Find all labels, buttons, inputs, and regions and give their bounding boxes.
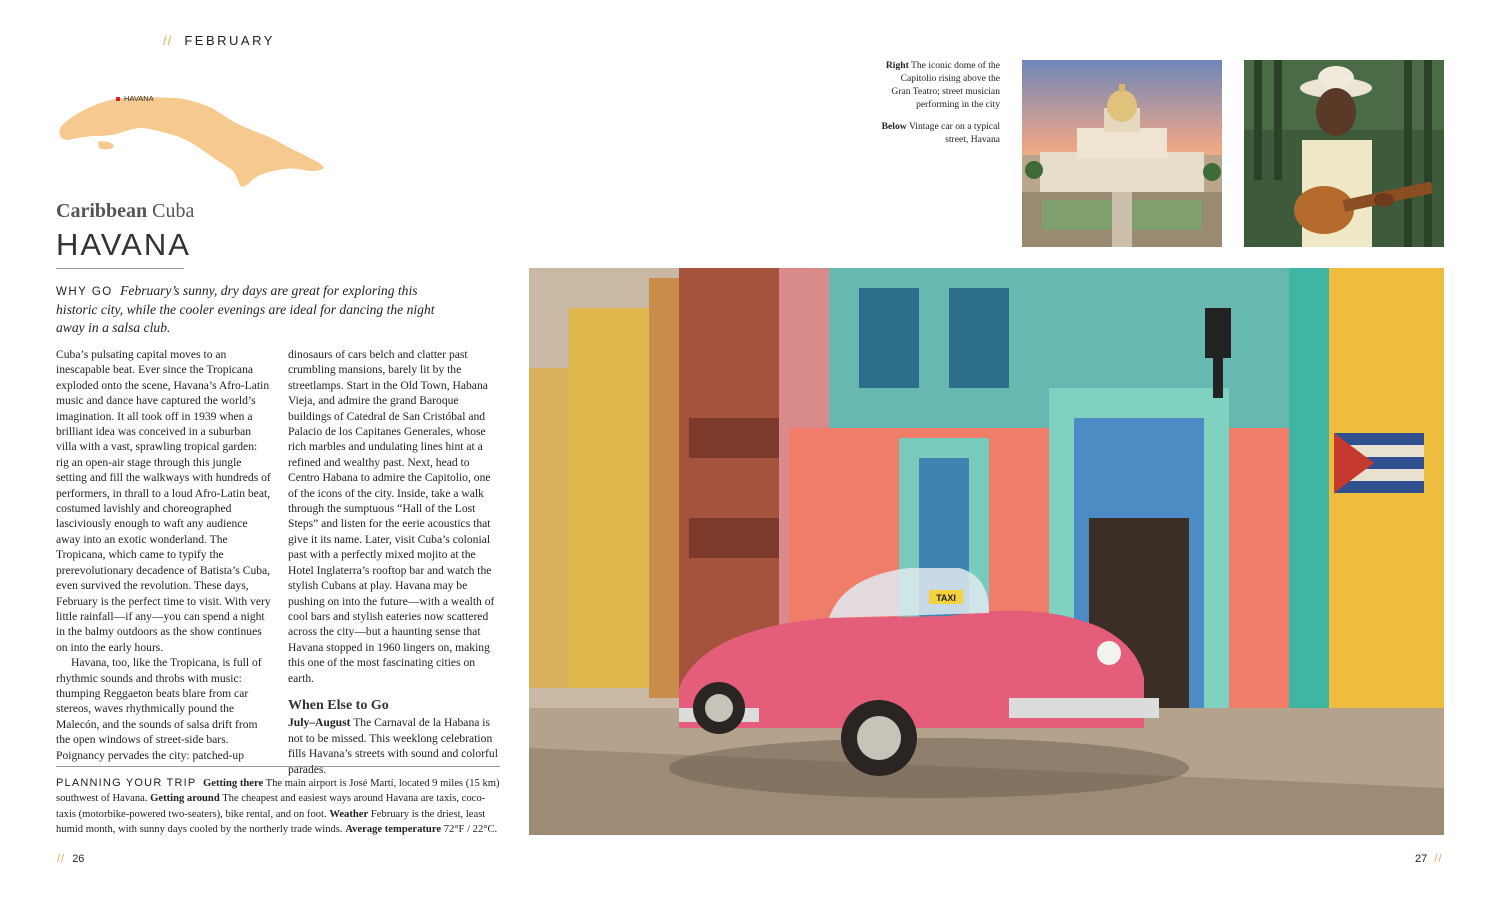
body-paragraph: Cuba’s pulsating capital moves to an inescapable beat. Ever since the Tropicana exploded onto the scene, Havana’s Afro-Latin music and dance have captured the world’s imagination. It all took off in 1939 when a brilliant idea was conceived in a suburban villa with a vast, sprawling tropical garden: rig an open-air stage through this jungle setting and fill the walkways with hundreds of performers, in thrall to a loud Afro-Latin beat, costumed lavishly and choreographed lasciviously enough to waft any audience away into an exotic wonderland. The Tropicana, which came to typify the prerevolutionary decadence of Batista’s Cuba, even survived the revolution. These days, February is the perfect time to visit. With very little rainfall—if any—you can spend a night in the balmy outdoors as the show continues on into the early hours. (56, 348, 271, 654)
map-city-label: HAVANA (124, 94, 154, 103)
when-else-heading: When Else to Go (288, 697, 389, 713)
body-paragraph: dinosaurs of cars belch and clatter past crumbling mansions, barely lit by the streetlamps. Start in the Old Town, Habana Vieja, and admire the grand Baroque buildings of Catedral de San Cristóbal and Palacio de los Capitanes Generales, whose rich marbles and undulating lines hint at a refined and wealthy past. Next, head to Centro Habana to admire the Capitolio, one of the icons of the city. Inside, take a walk through the sumptuous “Hall of the Lost Steps” and listen for the eerie acoustics that give it its name. Later, visit Cuba’s colonial past with a perfectly mixed mojito at the Hotel Inglaterra’s rooftop bar and watch the stylish Cubans at play. Havana may be pushing on into the future—with a wealth of cool bars and stylish eateries now scattered across the city—but a haunting sense that Havana stopped in 1960 lingers on, making this one of the most fascinating cities on earth. (288, 348, 495, 685)
folio-right-slashes: // (1434, 853, 1443, 865)
header-month: FEBRUARY (184, 33, 275, 48)
article-title: HAVANA (56, 227, 191, 262)
title-divider (56, 268, 184, 269)
caption-right (880, 59, 1000, 111)
when-else-text: The Carnaval de la Habana is not to be missed. This weeklong celebration fills Havana’s streets with sound and colorful parades. (288, 716, 498, 776)
weather-text: February is the driest, least humid month, with sunny days cooled by the northerly trade winds. (56, 808, 486, 836)
getting-around-label: Getting around (150, 793, 220, 805)
photo-street-musician (1244, 60, 1444, 247)
kicker-region: Caribbean (56, 200, 148, 222)
folio-right (1415, 853, 1442, 865)
planning-your-trip (56, 776, 502, 838)
planning-divider (56, 766, 500, 767)
header-slashes: // (163, 33, 173, 48)
taxi-sign: TAXI (936, 593, 956, 603)
cuba-map (54, 84, 326, 190)
body-column-1 (56, 347, 271, 763)
caption-right-label: Right (885, 60, 909, 71)
getting-around-text: The cheapest and easiest ways around Havana are taxis, coco-taxis (motorbike-powered two-seaters), bike rental, and on foot. (56, 793, 486, 820)
avg-temp-text: 72°F / 22°C. (443, 824, 498, 836)
running-header (163, 33, 275, 48)
avg-temp-label: Average temperature (345, 824, 442, 836)
getting-there-text: The main airport is José Martí, located 9 miles (15 km) southwest of Havana. (56, 778, 500, 805)
photo-captions (880, 59, 1000, 155)
planning-label: PLANNING YOUR TRIP (56, 777, 197, 789)
photo-capitolio (1022, 60, 1222, 247)
weather-label: Weather (329, 808, 369, 820)
caption-right-text: The iconic dome of the Capitolio rising above the Gran Teatro; street musician performing in the city (891, 60, 1000, 110)
folio-left-slashes: // (57, 853, 66, 865)
when-else-paragraph (288, 715, 503, 777)
caption-below-label: Below (881, 121, 907, 132)
article-kicker (56, 200, 194, 223)
why-go-label: WHY GO (56, 286, 113, 298)
caption-below-text: Vintage car on a typical street, Havana (908, 121, 1000, 145)
body-paragraph: Havana, too, like the Tropicana, is full of rhythmic sounds and throbs with music: thumping Reggaeton beats blare from car stereos, waves rhythmically pound the Malecón, and the sounds of salsa drift from the open windows of street-side bars. Poignancy pervades the city: patched-up (56, 656, 262, 762)
caption-below (880, 120, 1000, 146)
kicker-country: Cuba (152, 200, 195, 222)
folio-left (57, 853, 84, 865)
body-column-2 (288, 347, 503, 777)
page-number-right: 27 (1415, 853, 1428, 865)
photo-vintage-car-street (529, 268, 1444, 835)
page-number-left: 26 (72, 853, 85, 865)
when-else-dates: July–August (288, 716, 351, 730)
why-go-text: February’s sunny, dry days are great for exploring this historic city, while the cooler evenings are ideal for dancing the night away in a salsa club. (56, 283, 435, 335)
why-go-intro (56, 282, 446, 337)
flag-mural (1334, 433, 1424, 493)
getting-there-label: Getting there (203, 778, 264, 789)
